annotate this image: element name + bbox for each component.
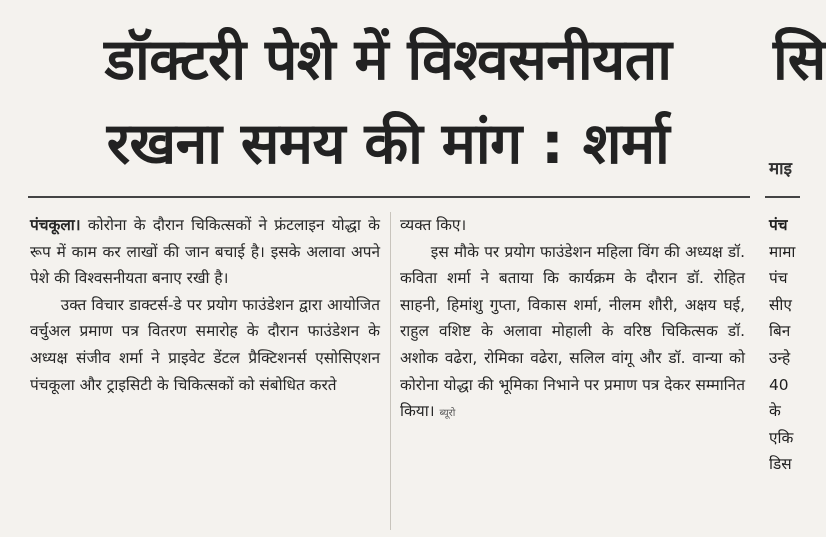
article-column-2	[400, 212, 745, 428]
adjacent-line: मामा	[769, 242, 796, 261]
article-paragraph-1-text: कोरोना के दौरान चिकित्सकों ने फ्रंटलाइन योद्धा के रूप में काम कर लाखों की जान बचाई है। इसके अलावा अपने पेशे की विश्वसनीयता बनाए रखी है।	[30, 216, 380, 288]
adjacent-rule	[765, 196, 800, 198]
adjacent-subhead: माइ	[769, 159, 792, 179]
headline-line-2: रखना समय की मांग : शर्मा	[106, 111, 670, 177]
adjacent-line: सीए	[769, 295, 792, 314]
article-paragraph-2: उक्त विचार डाक्टर्स-डे पर प्रयोग फाउंडेशन द्वारा आयोजित वर्चुअल प्रमाण पत्र वितरण समारोह के दौरान फाउंडेशन के अध्यक्ष संजीव शर्मा ने प्राइवेट डेंटल प्रैक्टिशनर्स एसोसिएशन पंचकूला और ट्राइसिटी के चिकित्सकों को संबोधित करते	[30, 295, 380, 394]
headline-rule	[28, 196, 750, 198]
column-divider	[390, 212, 391, 530]
headline	[28, 18, 748, 186]
headline-line-1: डॉक्टरी पेशे में विश्वसनीयता	[104, 27, 672, 93]
article-paragraph-4	[400, 239, 745, 428]
adjacent-line: बिन	[769, 322, 791, 341]
adjacent-line: के	[769, 402, 781, 421]
article-paragraph-1	[30, 212, 380, 292]
article-paragraph-3: व्यक्त किए।	[400, 216, 467, 234]
article-column-1	[30, 212, 380, 398]
byline-credit: ब्यूरो	[439, 408, 456, 420]
adjacent-line: उन्हे	[769, 348, 791, 367]
adjacent-line: पंच	[769, 269, 788, 288]
adjacent-line: डिस	[769, 455, 792, 474]
dateline: पंचकूला।	[30, 216, 81, 234]
adjacent-text-lines	[769, 212, 795, 478]
adjacent-line: 40	[769, 375, 789, 394]
article-paragraph-4-text: इस मौके पर प्रयोग फाउंडेशन महिला विंग की अध्यक्ष डॉ. कविता शर्मा ने बताया कि कार्यक्रम के दौरान डॉ. रोहित साहनी, हिमांशु गुप्ता, विकास शर्मा, नीलम शौरी, अक्षय घई, राहुल वशिष्ट के अलावा मोहाली के वरिष्ठ चिकित्सक डॉ. अशोक वढेरा, रोमिका वढेरा, सलिल वांगू और डॉ. वान्या को कोरोना योद्धा की भूमिका निभाने पर प्रमाण पत्र देकर सम्मानित किया।	[400, 242, 745, 421]
adjacent-line: एकि	[769, 428, 794, 447]
adjacent-headline: सि	[773, 27, 826, 93]
adjacent-line: पंच	[769, 216, 788, 234]
adjacent-article-fragment	[765, 0, 826, 537]
